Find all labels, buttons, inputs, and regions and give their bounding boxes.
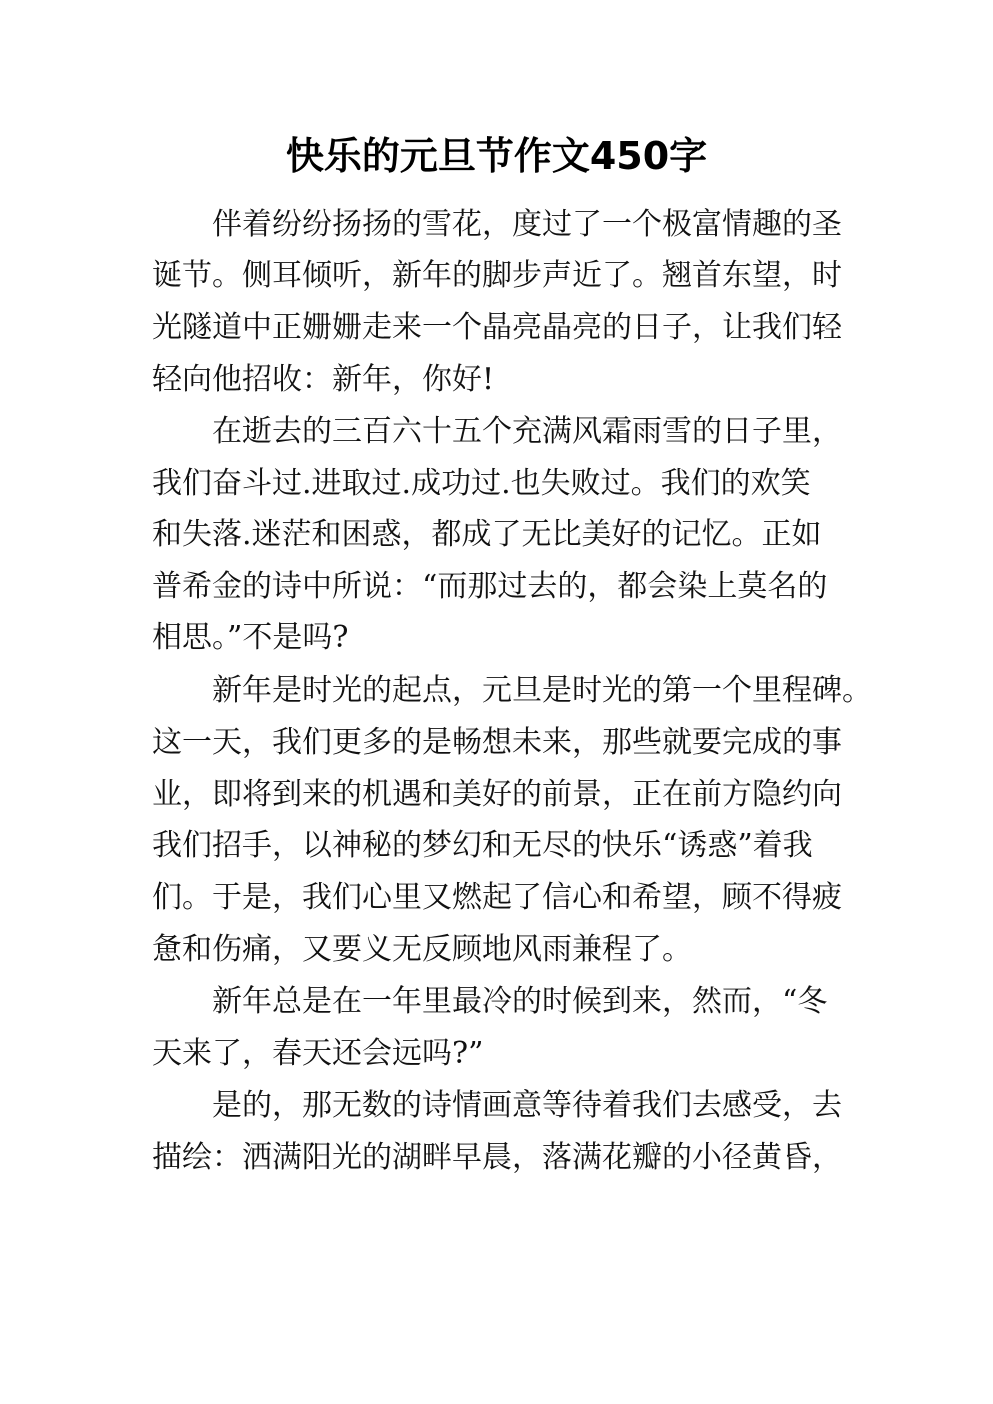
paragraph-5-line-2: 描绘：洒满阳光的湖畔早晨，落满花瓣的小径黄昏， <box>152 1140 842 1175</box>
paragraph-1-line-4: 轻向他招收：新年，你好! <box>152 362 495 397</box>
paragraph-3-line-2: 这一天，我们更多的是畅想未来，那些就要完成的事 <box>152 725 842 760</box>
document-title: 快乐的元旦节作文450字 <box>285 134 708 178</box>
paragraph-1-line-3: 光隧道中正姗姗走来一个晶亮晶亮的日子，让我们轻 <box>152 310 842 345</box>
paragraph-3-line-5: 们。于是，我们心里又燃起了信心和希望，顾不得疲 <box>152 880 842 915</box>
paragraph-4-line-1: 新年总是在一年里最冷的时候到来，然而，“冬 <box>212 984 828 1019</box>
paragraph-3-line-4: 我们招手，以神秘的梦幻和无尽的快乐“诱惑”着我 <box>152 828 813 863</box>
paragraph-2-line-2: 我们奋斗过.进取过.成功过.也失败过。我们的欢笑 <box>152 466 811 501</box>
paragraph-3-line-3: 业，即将到来的机遇和美好的前景，正在前方隐约向 <box>152 777 842 812</box>
paragraph-2-line-3: 和失落.迷茫和困惑，都成了无比美好的记忆。正如 <box>152 517 822 552</box>
paragraph-3-line-1: 新年是时光的起点，元旦是时光的第一个里程碑。 <box>212 673 872 708</box>
paragraph-3-line-6: 惫和伤痛，又要义无反顾地风雨兼程了。 <box>152 932 692 967</box>
paragraph-2-line-5: 相思。”不是吗? <box>152 620 349 655</box>
paragraph-1-line-1: 伴着纷纷扬扬的雪花，度过了一个极富情趣的圣 <box>212 207 842 242</box>
paragraph-5-line-1: 是的，那无数的诗情画意等待着我们去感受，去 <box>212 1088 842 1123</box>
paragraph-1-line-2: 诞节。侧耳倾听，新年的脚步声近了。翘首东望，时 <box>152 258 842 293</box>
paragraph-4-line-2: 天来了，春天还会远吗?” <box>152 1036 484 1071</box>
paragraph-2-line-1: 在逝去的三百六十五个充满风霜雨雪的日子里， <box>212 414 842 449</box>
paragraph-2-line-4: 普希金的诗中所说：“而那过去的，都会染上莫名的 <box>152 569 828 604</box>
